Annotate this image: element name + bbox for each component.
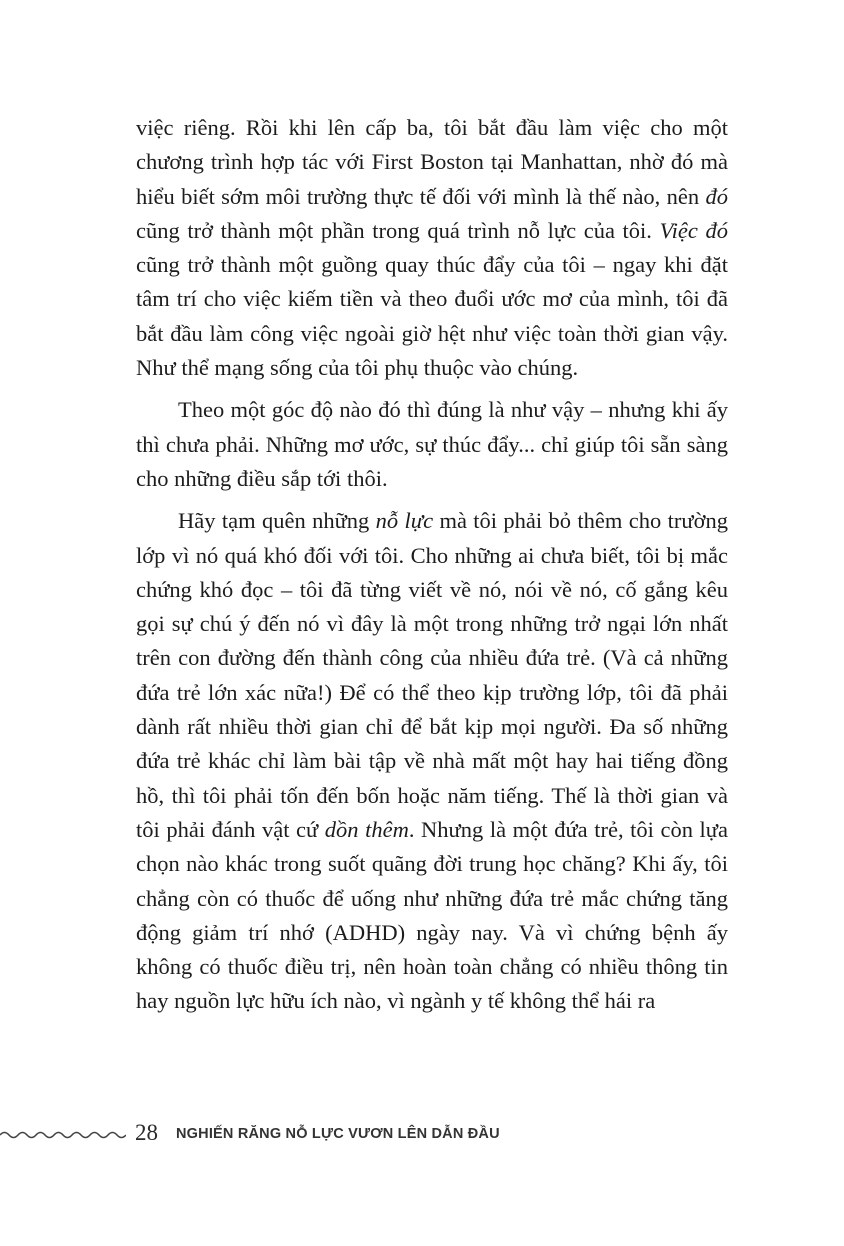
italic-run: đó <box>705 183 728 209</box>
text-run: việc riêng. Rồi khi lên cấp ba, tôi bắt đầu làm việc cho một chương trình hợp tác với First Boston tại Manhattan, nhờ đó mà hiểu biết sớm môi trường thực tế đối với mình là thế nào, nên <box>136 115 728 209</box>
text-run: mà tôi phải bỏ thêm cho trường lớp vì nó quá khó đối với tôi. Cho những ai chưa biết, tôi bị mắc chứng khó đọc – tôi đã từng viết về nó, nói về nó, cố gắng kêu gọi sự chú ý đến nó vì đây là một trong những trở ngại lớn nhất trên con đường đến thành công của nhiều đứa trẻ. (Và cả những đứa trẻ lớn xác nữa!) Để có thể theo kịp trường lớp, tôi đã phải dành rất nhiều thời gian chỉ để bắt kịp mọi người. Đa số những đứa trẻ khác chỉ làm bài tập về nhà mất một hay hai tiếng đồng hồ, thì tôi phải tốn đến bốn hoặc năm tiếng. Thế là thời gian và tôi phải đánh vật cứ <box>136 508 728 842</box>
paragraph-2 <box>136 393 728 496</box>
italic-run: dồn thêm <box>324 816 409 842</box>
text-run: Theo một góc độ nào đó thì đúng là như vậy – nhưng khi ấy thì chưa phải. Những mơ ước, sự thúc đẩy... chỉ giúp tôi sẵn sàng cho những điều sắp tới thôi. <box>136 397 728 491</box>
page-number: 28 <box>135 1120 158 1145</box>
paragraph-1 <box>136 111 728 385</box>
italic-run: Việc đó <box>659 217 728 243</box>
text-run: . Nhưng là một đứa trẻ, tôi còn lựa chọn nào khác trong suốt quãng đời trung học chăng? Khi ấy, tôi chẳng còn có thuốc để uống như những đứa trẻ mắc chứng tăng động giảm trí nhớ (ADHD) ngày nay. Và vì chứng bệnh ấy không có thuốc điều trị, nên hoàn toàn chẳng có nhiều thông tin hay nguồn lực hữu ích nào, vì ngành y tế không thể hái ra <box>136 816 728 1014</box>
page-footer <box>0 1118 844 1152</box>
paragraph-3 <box>136 504 728 1018</box>
wave-ornament-icon <box>0 1126 126 1142</box>
text-run: Hãy tạm quên những <box>178 508 376 534</box>
text-run: cũng trở thành một phần trong quá trình nỗ lực của tôi. <box>136 217 660 243</box>
running-title: NGHIẾN RĂNG NỖ LỰC VƯƠN LÊN DẪN ĐẦU <box>176 1126 500 1142</box>
body-text <box>136 111 728 1027</box>
text-run: cũng trở thành một guồng quay thúc đẩy của tôi – ngay khi đặt tâm trí cho việc kiếm tiền và theo đuổi ước mơ của mình, tôi đã bắt đầu làm công việc ngoài giờ hệt như việc toàn thời gian vậy. Như thể mạng sống của tôi phụ thuộc vào chúng. <box>136 252 728 381</box>
italic-run: nỗ lực <box>375 508 434 534</box>
